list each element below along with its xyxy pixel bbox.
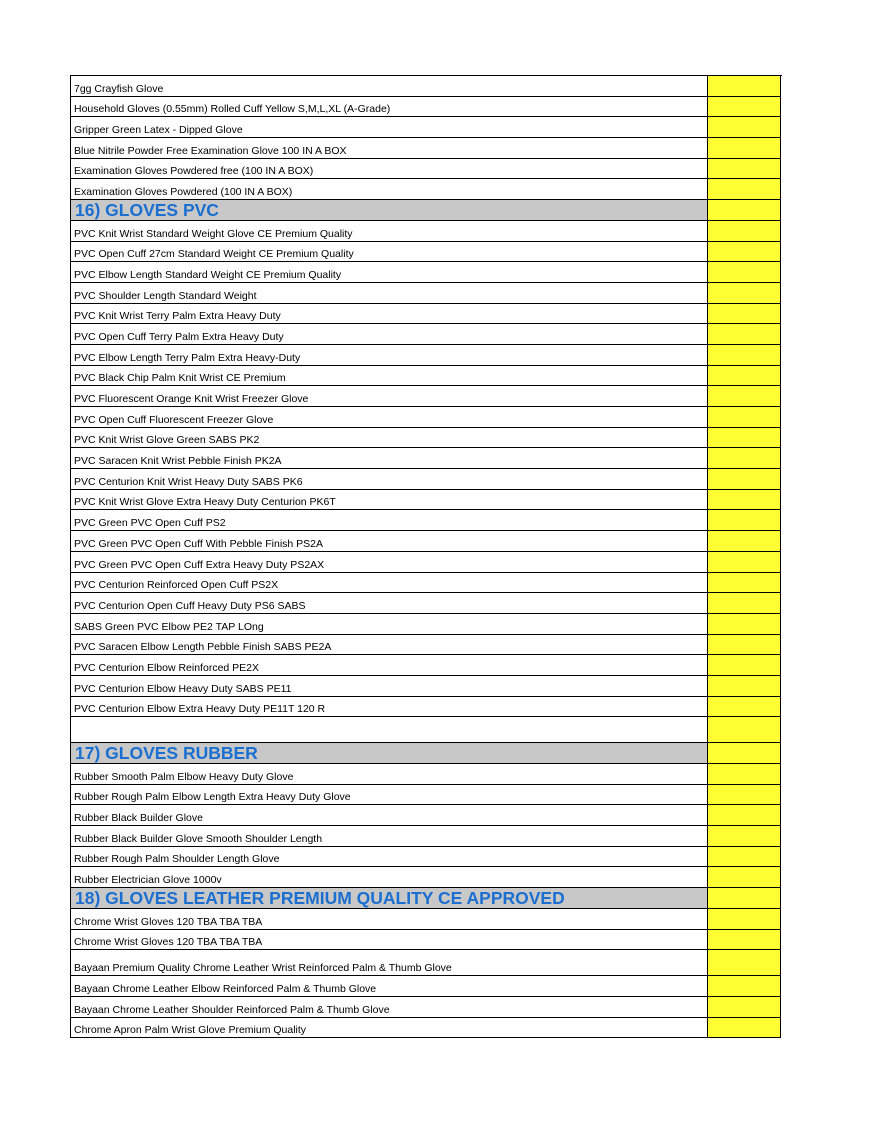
table-row: [71, 997, 782, 1018]
product-description[interactable]: PVC Green PVC Open Cuff With Pebble Finish PS2A: [71, 531, 708, 552]
price-cell[interactable]: [708, 785, 781, 806]
table-row: [71, 867, 782, 888]
table-row: [71, 283, 782, 304]
product-description[interactable]: Rubber Rough Palm Shoulder Length Glove: [71, 847, 708, 868]
price-cell[interactable]: [708, 428, 781, 449]
product-description[interactable]: PVC Knit Wrist Standard Weight Glove CE Premium Quality: [71, 221, 708, 242]
table-row: [71, 76, 782, 97]
product-description[interactable]: PVC Fluorescent Orange Knit Wrist Freezer Glove: [71, 386, 708, 407]
section-header-row: [71, 200, 782, 221]
product-description[interactable]: Rubber Electrician Glove 1000v: [71, 867, 708, 888]
table-row: [71, 614, 782, 635]
section-title[interactable]: 16) GLOVES PVC: [71, 200, 708, 221]
price-cell[interactable]: [708, 324, 781, 345]
product-description[interactable]: PVC Saracen Knit Wrist Pebble Finish PK2A: [71, 448, 708, 469]
table-row: [71, 976, 782, 997]
table-row: [71, 805, 782, 826]
table-row: [71, 826, 782, 847]
table-row: [71, 428, 782, 449]
table-row: [71, 764, 782, 785]
table-row: [71, 366, 782, 387]
product-description[interactable]: Examination Gloves Powdered free (100 IN A BOX): [71, 159, 708, 180]
product-description[interactable]: Gripper Green Latex - Dipped Glove: [71, 117, 708, 138]
price-cell[interactable]: [708, 997, 781, 1018]
section-title[interactable]: 17) GLOVES RUBBER: [71, 743, 708, 764]
product-description[interactable]: PVC Centurion Elbow Extra Heavy Duty PE11T 120 R: [71, 697, 708, 718]
price-cell[interactable]: [708, 930, 781, 951]
table-row: [71, 221, 782, 242]
price-cell[interactable]: [708, 593, 781, 614]
price-cell[interactable]: [708, 262, 781, 283]
table-row: [71, 573, 782, 594]
table-row: [71, 847, 782, 868]
table-row: [71, 676, 782, 697]
product-description[interactable]: PVC Centurion Elbow Reinforced PE2X: [71, 655, 708, 676]
product-description[interactable]: PVC Centurion Elbow Heavy Duty SABS PE11: [71, 676, 708, 697]
price-cell[interactable]: [708, 469, 781, 490]
product-description[interactable]: PVC Elbow Length Standard Weight CE Premium Quality: [71, 262, 708, 283]
table-row: [71, 386, 782, 407]
table-row: [71, 117, 782, 138]
product-description[interactable]: PVC Open Cuff 27cm Standard Weight CE Premium Quality: [71, 242, 708, 263]
table-row: [71, 138, 782, 159]
table-row: [71, 159, 782, 180]
price-cell[interactable]: [708, 448, 781, 469]
price-cell[interactable]: [708, 386, 781, 407]
price-cell[interactable]: [708, 138, 781, 159]
product-description[interactable]: PVC Knit Wrist Glove Extra Heavy Duty Centurion PK6T: [71, 490, 708, 511]
table-row: [71, 97, 782, 118]
price-cell[interactable]: [708, 407, 781, 428]
product-description[interactable]: PVC Centurion Knit Wrist Heavy Duty SABS PK6: [71, 469, 708, 490]
price-cell[interactable]: [708, 743, 781, 764]
product-description[interactable]: Rubber Smooth Palm Elbow Heavy Duty Glove: [71, 764, 708, 785]
product-description[interactable]: PVC Green PVC Open Cuff PS2: [71, 510, 708, 531]
price-cell[interactable]: [708, 676, 781, 697]
price-cell[interactable]: [708, 76, 781, 97]
price-cell[interactable]: [708, 826, 781, 847]
product-description[interactable]: Blue Nitrile Powder Free Examination Glove 100 IN A BOX: [71, 138, 708, 159]
table-row: [71, 1018, 782, 1039]
table-row: [71, 324, 782, 345]
table-row: [71, 469, 782, 490]
price-cell[interactable]: [708, 697, 781, 718]
product-description[interactable]: PVC Open Cuff Fluorescent Freezer Glove: [71, 407, 708, 428]
section-title[interactable]: 18) GLOVES LEATHER PREMIUM QUALITY CE APPROVED: [71, 888, 708, 909]
price-cell[interactable]: [708, 159, 781, 180]
table-row: [71, 909, 782, 930]
product-description[interactable]: PVC Shoulder Length Standard Weight: [71, 283, 708, 304]
price-cell[interactable]: [708, 490, 781, 511]
price-cell[interactable]: [708, 909, 781, 930]
price-cell[interactable]: [708, 1018, 781, 1039]
product-description[interactable]: PVC Black Chip Palm Knit Wrist CE Premium: [71, 366, 708, 387]
product-description[interactable]: SABS Green PVC Elbow PE2 TAP LOng: [71, 614, 708, 635]
product-description[interactable]: Chrome Apron Palm Wrist Glove Premium Quality: [71, 1018, 708, 1039]
price-cell[interactable]: [708, 179, 781, 200]
table-row: [71, 697, 782, 718]
table-row: [71, 490, 782, 511]
price-cell[interactable]: [708, 888, 781, 909]
table-row: [71, 407, 782, 428]
table-row: [71, 635, 782, 656]
price-cell[interactable]: [708, 531, 781, 552]
price-cell[interactable]: [708, 573, 781, 594]
table-row: [71, 655, 782, 676]
price-cell[interactable]: [708, 805, 781, 826]
product-description[interactable]: Rubber Black Builder Glove: [71, 805, 708, 826]
price-cell[interactable]: [708, 345, 781, 366]
price-cell[interactable]: [708, 552, 781, 573]
price-list-table: [70, 75, 782, 1038]
section-header-row: [71, 743, 782, 764]
product-description[interactable]: PVC Knit Wrist Terry Palm Extra Heavy Duty: [71, 304, 708, 325]
product-description[interactable]: PVC Knit Wrist Glove Green SABS PK2: [71, 428, 708, 449]
price-cell[interactable]: [708, 717, 781, 743]
product-description[interactable]: PVC Elbow Length Terry Palm Extra Heavy-Duty: [71, 345, 708, 366]
price-cell[interactable]: [708, 97, 781, 118]
table-row: [71, 304, 782, 325]
product-description[interactable]: [71, 717, 708, 743]
table-row: [71, 785, 782, 806]
table-row: [71, 531, 782, 552]
price-cell[interactable]: [708, 655, 781, 676]
product-description[interactable]: PVC Centurion Open Cuff Heavy Duty PS6 SABS: [71, 593, 708, 614]
table-row: [71, 345, 782, 366]
table-row: [71, 242, 782, 263]
product-description[interactable]: PVC Saracen Elbow Length Pebble Finish SABS PE2A: [71, 635, 708, 656]
price-cell[interactable]: [708, 117, 781, 138]
product-description[interactable]: Bayaan Chrome Leather Elbow Reinforced Palm & Thumb Glove: [71, 976, 708, 997]
table-row: [71, 448, 782, 469]
product-description[interactable]: Household Gloves (0.55mm) Rolled Cuff Yellow S,M,L,XL (A-Grade): [71, 97, 708, 118]
product-description[interactable]: Chrome Wrist Gloves 120 TBA TBA TBA: [71, 930, 708, 951]
product-description[interactable]: Bayaan Premium Quality Chrome Leather Wrist Reinforced Palm & Thumb Glove: [71, 950, 708, 976]
price-cell[interactable]: [708, 366, 781, 387]
price-cell[interactable]: [708, 283, 781, 304]
table-row: [71, 552, 782, 573]
price-cell[interactable]: [708, 976, 781, 997]
table-row: [71, 510, 782, 531]
product-description[interactable]: Rubber Black Builder Glove Smooth Shoulder Length: [71, 826, 708, 847]
price-cell[interactable]: [708, 304, 781, 325]
product-description[interactable]: PVC Green PVC Open Cuff Extra Heavy Duty PS2AX: [71, 552, 708, 573]
product-description[interactable]: Rubber Rough Palm Elbow Length Extra Heavy Duty Glove: [71, 785, 708, 806]
price-cell[interactable]: [708, 510, 781, 531]
price-cell[interactable]: [708, 635, 781, 656]
product-description[interactable]: PVC Open Cuff Terry Palm Extra Heavy Duty: [71, 324, 708, 345]
product-description[interactable]: Examination Gloves Powdered (100 IN A BOX): [71, 179, 708, 200]
product-description[interactable]: Chrome Wrist Gloves 120 TBA TBA TBA: [71, 909, 708, 930]
blank-row: [71, 717, 782, 743]
price-cell[interactable]: [708, 221, 781, 242]
table-row: [71, 179, 782, 200]
table-row: [71, 593, 782, 614]
table-row: [71, 950, 782, 976]
price-cell[interactable]: [708, 614, 781, 635]
product-description[interactable]: 7gg Crayfish Glove: [71, 76, 708, 97]
table-row: [71, 262, 782, 283]
price-cell[interactable]: [708, 867, 781, 888]
price-cell[interactable]: [708, 200, 781, 221]
section-header-row: [71, 888, 782, 909]
price-cell[interactable]: [708, 242, 781, 263]
product-description[interactable]: Bayaan Chrome Leather Shoulder Reinforced Palm & Thumb Glove: [71, 997, 708, 1018]
price-cell[interactable]: [708, 847, 781, 868]
table-row: [71, 930, 782, 951]
product-description[interactable]: PVC Centurion Reinforced Open Cuff PS2X: [71, 573, 708, 594]
price-cell[interactable]: [708, 764, 781, 785]
price-cell[interactable]: [708, 950, 781, 976]
